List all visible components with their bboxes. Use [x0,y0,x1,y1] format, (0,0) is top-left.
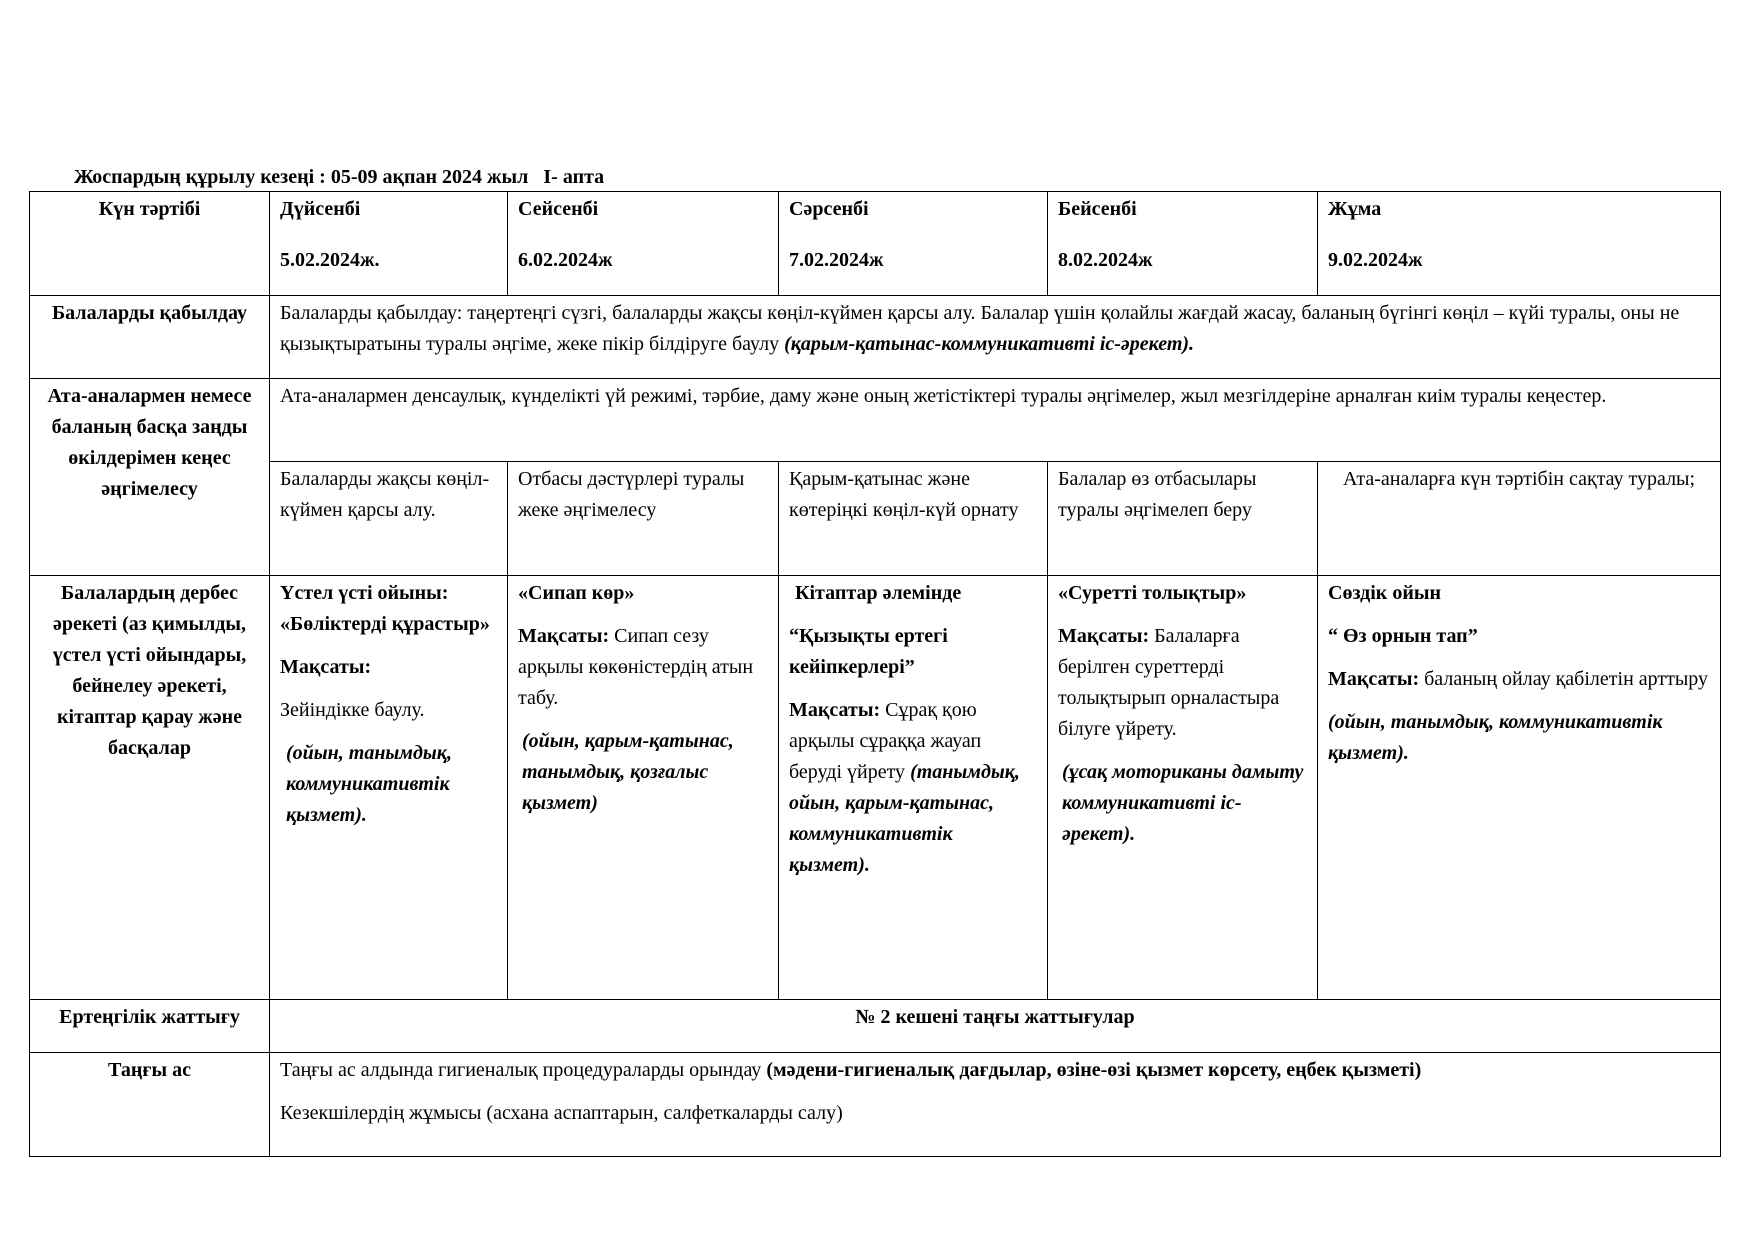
reception-note: (қарым-қатынас-коммуникативті іс-әрекет). [784,333,1195,355]
day-date: 5.02.2024ж. [280,249,380,271]
day-name: Бейсенбі [1058,198,1137,220]
day-date: 9.02.2024ж [1328,249,1423,271]
parents-days-row [30,462,1721,576]
parents-common-text: Ата-аналармен денсаулық, күнделікті үй режимі, тәрбие, даму және оның жетістіктері туралы әңгімелер, жыл мезгілдеріне арналған киім туралы кеңестер. [270,379,1721,462]
activity-wed [779,576,1048,1000]
day-header-thu [1048,192,1318,296]
breakfast-line2: Кезекшілердің жұмысы (асхана аспаптарын, салфеткаларды салу) [280,1102,843,1124]
activity-tue [508,576,779,1000]
breakfast-row [30,1053,1721,1157]
goal-label: Мақсаты: [518,625,610,647]
activity-mon [270,576,508,1000]
reception-text [270,296,1721,379]
day-date: 7.02.2024ж [789,249,884,271]
day-header-mon [270,192,508,296]
goal-text: Балаларға берілген суреттерді толықтырып орналастыра білуге үйрету. [1058,625,1280,740]
breakfast-text [270,1053,1721,1157]
activity-fri [1318,576,1721,1000]
goal-label: Мақсаты: [1058,625,1150,647]
activity-title: «Суретті толықтыр» [1058,582,1247,604]
day-name: Сәрсенбі [789,198,869,220]
day-name: Жұма [1328,198,1382,220]
plan-heading: Жоспардың құрылу кезеңі : 05-09 ақпан 2024 жыл І- апта [74,166,605,188]
day-name: Дүйсенбі [280,198,361,220]
activity-note: (танымдық, ойын, қарым-қатынас, коммуникативтік қызмет). [789,761,1020,876]
parents-thu: Балалар өз отбасылары туралы әңгімелеп беру [1048,462,1318,576]
activity-subtitle: “Қызықты ертегі кейіпкерлері” [789,625,948,678]
activity-note: (ойын, қарым-қатынас, танымдық, қозғалыс қызмет) [522,730,734,814]
activity-subtitle: “ Өз орнын тап” [1328,625,1478,647]
parents-wed: Қарым-қатынас және көтеріңкі көңіл-күй орнату [779,462,1048,576]
parents-tue: Отбасы дәстүрлері туралы жеке әңгімелесу [508,462,779,576]
activity-title: Үстел үсті ойыны: «Бөліктерді құрастыр» [280,582,490,635]
reception-row [30,296,1721,379]
activity-title: «Сипап көр» [518,582,635,604]
reception-label: Балаларды қабылдау [30,296,270,379]
day-name: Сейсенбі [518,198,599,220]
parents-mon: Балаларды жақсы көңіл- күймен қарсы алу. [270,462,508,576]
goal-label: Мақсаты: [789,699,881,721]
parents-row [30,379,1721,462]
day-header-tue [508,192,779,296]
reception-description: Балаларды қабылдау: таңертеңгі сүзгі, балаларды жақсы көңіл-күймен қарсы алу. Балалар үшін қолайлы жағдай жасау, баланың бүгінгі көңіл – күйі туралы, оны не қызықтыратыны туралы әңгіме, жеке пікір білдіруге баулу [280,302,1680,355]
goal-text: баланың ойлау қабілетін арттыру [1419,668,1709,690]
activity-note: (ұсақ моториканы дамыту коммуникативті іс-әрекет). [1062,761,1304,845]
activity-title: Сөздік ойын [1328,582,1441,604]
exercise-row [30,1000,1721,1053]
goal-text: Зейіндікке баулу. [280,699,425,721]
activity-note: (ойын, танымдық, коммуникативтік қызмет). [1328,711,1663,764]
day-header-fri [1318,192,1721,296]
goal-text: Сұрақ қою арқылы сұраққа жауап беруді үйрету [789,699,982,783]
header-row [30,192,1721,296]
day-date: 8.02.2024ж [1058,249,1153,271]
activity-thu [1048,576,1318,1000]
goal-label: Мақсаты: [280,656,372,678]
weekly-plan-table [29,191,1721,1157]
activity-label: Балалардың дербес әрекеті (аз қимылды, үстел үсті ойындары, бейнелеу әрекеті, кітаптар қарау және басқалар [30,576,270,1000]
day-date: 6.02.2024ж [518,249,613,271]
activity-row [30,576,1721,1000]
goal-text: Сипап сезу арқылы көкөністердің атын табу. [518,625,754,709]
goal-label: Мақсаты: [1328,668,1420,690]
schedule-label: Күн тәртібі [30,192,270,296]
breakfast-line1: Таңғы ас алдында гигиеналық процедураларды орындау [280,1059,767,1081]
activity-title: Кітаптар әлемінде [795,582,962,604]
breakfast-label: Таңғы ас [30,1053,270,1157]
day-header-wed [779,192,1048,296]
exercise-label: Ертеңгілік жаттығу [30,1000,270,1053]
activity-note: (ойын, танымдық, коммуникативтік қызмет). [286,742,452,826]
parents-label: Ата-аналармен немесе баланың басқа заңды өкілдерімен кеңес әңгімелесу [30,379,270,576]
exercise-text: № 2 кешені таңғы жаттығулар [270,1000,1721,1053]
parents-fri: Ата-аналарға күн тәртібін сақтау туралы; [1318,462,1721,576]
breakfast-line1-note: (мәдени-гигиеналық дағдылар, өзіне-өзі қызмет көрсету, еңбек қызметі) [766,1059,1422,1081]
